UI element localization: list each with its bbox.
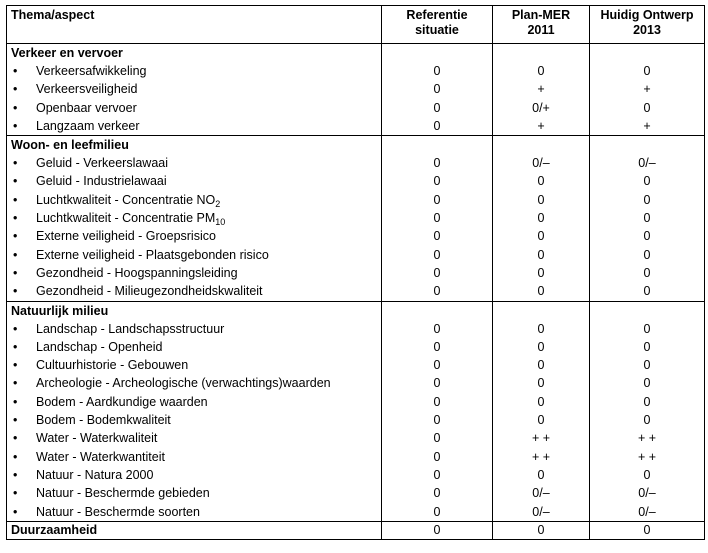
item-label — [36, 99, 137, 117]
list-item — [7, 99, 381, 117]
section-theme-cell — [7, 136, 382, 301]
header-plan-mer-line2: 2011 — [527, 23, 555, 37]
header-huidig-ontwerp-line1: Huidig Ontwerp — [600, 8, 694, 22]
bullet-icon: • — [13, 247, 18, 262]
ref-value: 0 — [433, 467, 441, 482]
bullet-icon: • — [13, 64, 18, 78]
header-referentie — [382, 6, 493, 44]
footer-row — [7, 521, 705, 539]
list-item — [7, 117, 381, 135]
item-label — [36, 429, 157, 447]
bullet-icon: • — [13, 82, 18, 97]
plan-value: 0/+ — [532, 100, 550, 115]
list-item — [7, 338, 381, 356]
list-item — [7, 264, 381, 282]
bullet-icon: • — [13, 265, 18, 280]
item-label-text: Openbaar vervoer — [36, 100, 137, 115]
bullet-icon: • — [13, 504, 18, 519]
bullet-icon: • — [13, 321, 18, 336]
item-label-text: Water - Waterkwantiteit — [36, 449, 165, 464]
ref-value: 0 — [433, 64, 441, 78]
list-item — [7, 62, 381, 80]
ref-value: 0 — [433, 394, 441, 409]
ont-value: 0 — [643, 339, 651, 354]
ref-value: 0 — [433, 174, 441, 189]
bullet-icon: • — [13, 486, 18, 501]
section-ref-cell — [382, 44, 493, 136]
plan-value: + — [537, 82, 545, 97]
plan-value: 0 — [537, 192, 545, 207]
bullet-icon: • — [13, 192, 18, 207]
item-label-text: Landschap - Landschapsstructuur — [36, 321, 225, 336]
item-label-text: Geluid - Verkeerslawaai — [36, 156, 169, 171]
ref-value: 0 — [433, 449, 441, 464]
item-label-text: Archeologie - Archeologische (verwachtings)waarden — [36, 376, 331, 391]
list-item — [7, 246, 381, 264]
item-label — [36, 466, 153, 484]
list-item — [7, 429, 381, 447]
item-label-text: Gezondheid - Milieugezondheidskwaliteit — [36, 284, 263, 299]
ont-value: + + — [637, 431, 657, 446]
value-spacer — [590, 302, 704, 320]
list-item — [7, 448, 381, 466]
ref-value: 0 — [433, 413, 441, 428]
item-label-text: Natuur - Beschermde soorten — [36, 504, 200, 519]
ref-value: 0 — [433, 229, 441, 244]
ref-value: 0 — [433, 339, 441, 354]
ont-value: 0 — [643, 100, 651, 115]
value-spacer — [382, 44, 492, 62]
section-title: Woon- en leefmilieu — [11, 138, 129, 153]
header-referentie-line2: situatie — [415, 23, 459, 37]
item-label — [36, 374, 331, 392]
value-spacer — [590, 44, 704, 62]
header-plan-mer-line1: Plan-MER — [511, 8, 571, 22]
item-label-text: Verkeersveiligheid — [36, 82, 138, 97]
value-spacer — [493, 44, 589, 62]
ont-value: 0/– — [638, 156, 656, 171]
list-item — [7, 154, 381, 172]
item-label — [36, 282, 263, 300]
section-row — [7, 136, 705, 301]
item-label-text: Luchtkwaliteit - Concentratie PM — [36, 211, 216, 226]
list-item — [7, 411, 381, 429]
ont-value: 0 — [643, 467, 651, 482]
ont-value: 0 — [643, 284, 651, 299]
footer-plan-value: 0 — [493, 521, 590, 539]
item-label-text: Cultuurhistorie - Gebouwen — [36, 358, 189, 373]
item-label — [36, 62, 146, 80]
list-item — [7, 80, 381, 98]
ont-value: 0 — [643, 211, 651, 226]
plan-value: 0 — [537, 394, 545, 409]
ref-value: 0 — [433, 321, 441, 336]
ont-value: 0 — [643, 247, 651, 262]
section-ref-cell — [382, 136, 493, 301]
item-label-text: Luchtkwaliteit - Concentratie NO — [36, 192, 216, 207]
bullet-icon: • — [13, 467, 18, 482]
ref-value: 0 — [433, 211, 441, 226]
plan-value: 0 — [537, 358, 545, 373]
bullet-icon: • — [13, 174, 18, 189]
bullet-icon: • — [13, 358, 18, 373]
section-ref-cell — [382, 301, 493, 521]
item-label-text: Externe veiligheid - Plaatsgebonden risico — [36, 247, 269, 262]
item-label-text: Natuur - Beschermde gebieden — [36, 486, 210, 501]
value-spacer — [493, 136, 589, 154]
item-label-text: Bodem - Aardkundige waarden — [36, 394, 208, 409]
assessment-table — [6, 5, 705, 540]
item-label — [36, 227, 216, 245]
item-label — [36, 503, 200, 521]
ref-value: 0 — [433, 82, 441, 97]
plan-value: 0/– — [532, 486, 550, 501]
plan-value: 0 — [537, 265, 545, 280]
ont-value: + — [643, 118, 651, 133]
ref-value: 0 — [433, 100, 441, 115]
header-referentie-line1: Referentie — [406, 8, 468, 22]
bullet-icon: • — [13, 229, 18, 244]
ref-value: 0 — [433, 504, 441, 519]
list-item — [7, 374, 381, 392]
item-label — [36, 264, 238, 282]
ont-value: 0 — [643, 229, 651, 244]
ont-value: 0 — [643, 192, 651, 207]
item-label-subscript: 2 — [215, 198, 221, 209]
ont-value: 0 — [643, 64, 651, 78]
ref-value: 0 — [433, 156, 441, 171]
list-item — [7, 172, 381, 190]
section-row — [7, 44, 705, 136]
ont-value: + + — [637, 449, 657, 464]
item-label-text: Natuur - Natura 2000 — [36, 467, 154, 482]
item-label — [36, 356, 188, 374]
item-label-text: Langzaam verkeer — [36, 118, 140, 133]
plan-value: 0/– — [532, 156, 550, 171]
plan-value: 0 — [537, 376, 545, 391]
bullet-icon: • — [13, 100, 18, 115]
list-item — [7, 484, 381, 502]
list-item — [7, 466, 381, 484]
header-huidig-ontwerp-line2: 2013 — [633, 23, 661, 37]
value-spacer — [590, 136, 704, 154]
item-label — [36, 154, 168, 172]
ref-value: 0 — [433, 247, 441, 262]
item-label — [36, 484, 210, 502]
item-label-subscript: 10 — [215, 217, 226, 228]
list-item — [7, 393, 381, 411]
item-label — [36, 209, 225, 227]
section-ont-cell — [590, 136, 705, 301]
plan-value: 0 — [537, 229, 545, 244]
section-plan-cell — [493, 44, 590, 136]
plan-value: 0/– — [532, 504, 550, 519]
footer-title: Duurzaamheid — [7, 521, 382, 539]
item-label — [36, 80, 137, 98]
item-label — [36, 117, 140, 135]
item-label-text: Bodem - Bodemkwaliteit — [36, 413, 171, 428]
section-plan-cell — [493, 136, 590, 301]
plan-value: 0 — [537, 64, 545, 78]
item-label — [36, 246, 269, 264]
plan-value: 0 — [537, 211, 545, 226]
ont-value: 0 — [643, 321, 651, 336]
list-item — [7, 209, 381, 227]
ref-value: 0 — [433, 376, 441, 391]
section-title: Verkeer en vervoer — [11, 46, 123, 60]
bullet-icon: • — [13, 211, 18, 226]
list-item — [7, 282, 381, 300]
item-label-text: Verkeersafwikkeling — [36, 64, 147, 78]
value-spacer — [493, 302, 589, 320]
item-label — [36, 191, 220, 209]
item-label — [36, 172, 167, 190]
ont-value: 0 — [643, 376, 651, 391]
section-title: Natuurlijk milieu — [11, 303, 109, 318]
section-plan-cell — [493, 301, 590, 521]
bullet-icon: • — [13, 118, 18, 133]
bullet-icon: • — [13, 156, 18, 171]
header-plan-mer — [493, 6, 590, 44]
plan-value: 0 — [537, 467, 545, 482]
ont-value: 0 — [643, 265, 651, 280]
header-huidig-ontwerp — [590, 6, 705, 44]
list-item — [7, 227, 381, 245]
section-ont-cell — [590, 301, 705, 521]
plan-value: 0 — [537, 174, 545, 189]
assessment-table-container — [6, 5, 704, 540]
list-item — [7, 356, 381, 374]
bullet-icon: • — [13, 413, 18, 428]
list-item — [7, 320, 381, 338]
plan-value: + — [537, 118, 545, 133]
plan-value: 0 — [537, 413, 545, 428]
header-theme: Thema/aspect — [7, 6, 382, 44]
plan-value: 0 — [537, 284, 545, 299]
item-label-text: Landschap - Openheid — [36, 339, 163, 354]
item-label — [36, 338, 162, 356]
bullet-icon: • — [13, 339, 18, 354]
item-label — [36, 393, 208, 411]
item-label-text: Geluid - Industrielawaai — [36, 174, 167, 189]
list-item — [7, 191, 381, 209]
section-row — [7, 301, 705, 521]
footer-ont-value: 0 — [590, 521, 705, 539]
section-theme-cell — [7, 301, 382, 521]
bullet-icon: • — [13, 284, 18, 299]
item-label — [36, 320, 224, 338]
bullet-icon: • — [13, 431, 18, 446]
list-item — [7, 503, 381, 521]
plan-value: + + — [531, 449, 551, 464]
ont-value: 0/– — [638, 504, 656, 519]
value-spacer — [382, 302, 492, 320]
footer-ref-value: 0 — [382, 521, 493, 539]
ref-value: 0 — [433, 265, 441, 280]
ref-value: 0 — [433, 358, 441, 373]
table-body — [7, 44, 705, 540]
ref-value: 0 — [433, 192, 441, 207]
bullet-icon: • — [13, 394, 18, 409]
plan-value: 0 — [537, 339, 545, 354]
value-spacer — [382, 136, 492, 154]
ont-value: 0/– — [638, 486, 656, 501]
item-label-text: Water - Waterkwaliteit — [36, 431, 158, 446]
plan-value: 0 — [537, 247, 545, 262]
item-label-text: Gezondheid - Hoogspanningsleiding — [36, 265, 238, 280]
section-ont-cell — [590, 44, 705, 136]
section-theme-cell — [7, 44, 382, 136]
item-label — [36, 411, 171, 429]
ref-value: 0 — [433, 431, 441, 446]
item-label-text: Externe veiligheid - Groepsrisico — [36, 229, 216, 244]
bullet-icon: • — [13, 376, 18, 391]
ref-value: 0 — [433, 486, 441, 501]
ref-value: 0 — [433, 118, 441, 133]
item-label — [36, 448, 165, 466]
ont-value: 0 — [643, 358, 651, 373]
plan-value: 0 — [537, 321, 545, 336]
ref-value: 0 — [433, 284, 441, 299]
ont-value: + — [643, 82, 651, 97]
ont-value: 0 — [643, 174, 651, 189]
ont-value: 0 — [643, 413, 651, 428]
ont-value: 0 — [643, 394, 651, 409]
plan-value: + + — [531, 431, 551, 446]
bullet-icon: • — [13, 449, 18, 464]
header-row — [7, 6, 705, 44]
